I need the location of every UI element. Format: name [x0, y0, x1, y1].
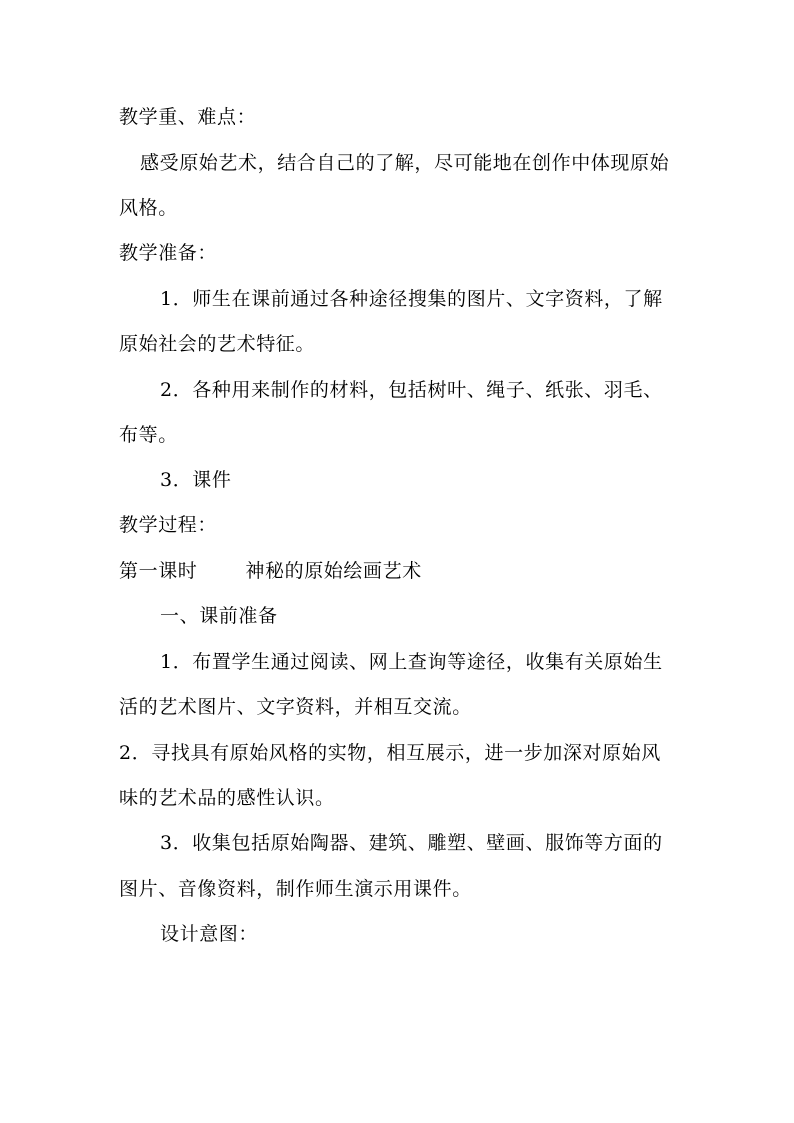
- heading-design-intent: 设计意图：: [160, 923, 259, 945]
- step-3-line-2: 图片、音像资料，制作师生演示用课件。: [119, 878, 472, 900]
- heading-process: 教学过程：: [119, 514, 218, 536]
- prep-item-3: 3．课件: [160, 469, 232, 491]
- step-2-line-1: 2．寻找具有原始风格的实物，相互展示，进一步加深对原始风: [119, 742, 661, 764]
- lesson-title: 神秘的原始绘画艺术: [245, 560, 422, 582]
- prep-item-1-line-1: 1．师生在课前通过各种途径搜集的图片、文字资料，了解: [160, 288, 663, 310]
- prep-item-2-line-1: 2．各种用来制作的材料，包括树叶、绳子、纸张、羽毛、: [160, 379, 663, 401]
- step-1-line-1: 1．布置学生通过阅读、网上查询等途径，收集有关原始生: [160, 651, 663, 673]
- paragraph-key-points-line-1: 感受原始艺术，结合自己的了解，尽可能地在创作中体现原始: [140, 152, 670, 174]
- step-2-line-2: 味的艺术品的感性认识。: [119, 787, 335, 809]
- step-1-line-2: 活的艺术图片、文字资料，并相互交流。: [119, 696, 472, 718]
- lesson-number: 第一课时: [119, 560, 198, 582]
- section-pre-class-preparation: 一、课前准备: [160, 605, 278, 627]
- prep-item-2-line-2: 布等。: [119, 424, 178, 446]
- prep-item-1-line-2: 原始社会的艺术特征。: [119, 333, 316, 355]
- paragraph-key-points-line-2: 风格。: [119, 197, 178, 219]
- lesson-title-line: [119, 559, 422, 583]
- heading-preparation: 教学准备：: [119, 242, 218, 264]
- step-3-line-1: 3．收集包括原始陶器、建筑、雕塑、壁画、服饰等方面的: [160, 832, 663, 854]
- heading-key-points: 教学重、难点：: [119, 106, 257, 128]
